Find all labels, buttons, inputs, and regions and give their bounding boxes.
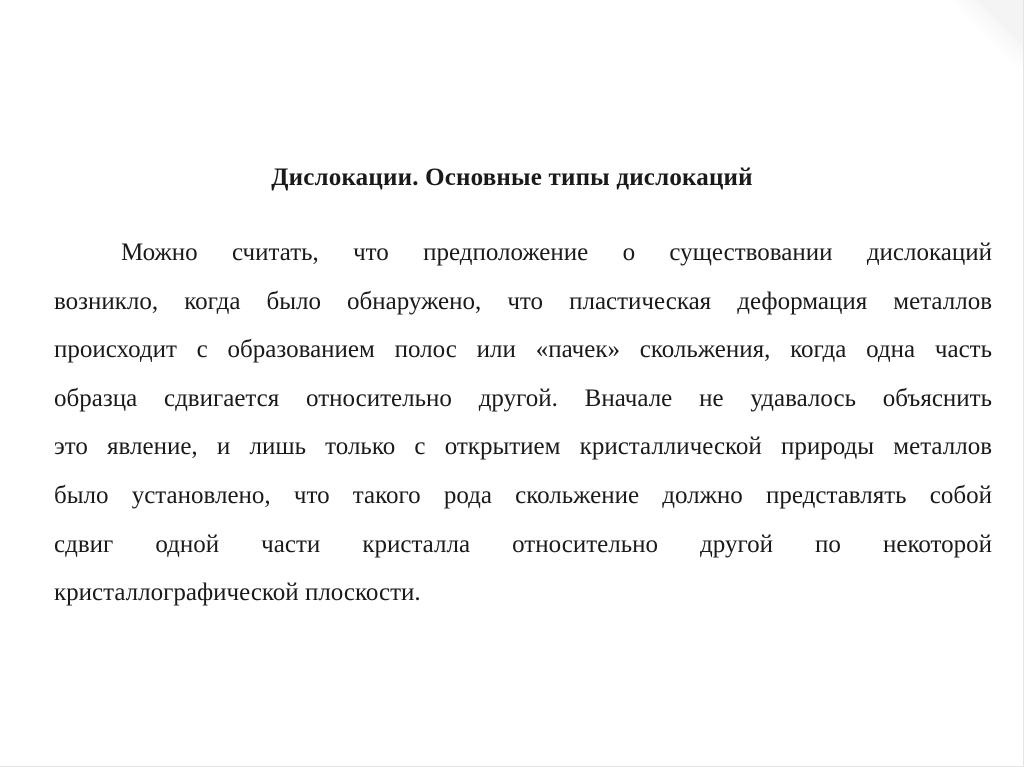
paragraph-line: это явление, и лишь только с открытием кристаллической природы металлов — [54, 433, 992, 461]
paragraph-line: Можно считать, что предположение о существовании дислокаций — [121, 239, 992, 266]
body-paragraph — [54, 229, 992, 618]
paragraph-line: происходит с образованием полос или «пачек» скольжения, когда одна часть — [54, 336, 992, 364]
page-title: Дислокации. Основные типы дислокаций — [271, 164, 753, 191]
paragraph-line: кристаллографической плоскости. — [54, 579, 421, 607]
paragraph-line: сдвиг одной части кристалла относительно другой по некоторой — [54, 530, 992, 558]
paragraph-line: возникло, когда было обнаружено, что пластическая деформация металлов — [54, 287, 992, 315]
paragraph-line: образца сдвигается относительно другой. Вначале не удавалось объяснить — [54, 384, 992, 412]
page-curl-corner — [977, 0, 1023, 46]
paragraph-line: было установлено, что такого рода скольжение должно представлять собой — [54, 481, 992, 509]
